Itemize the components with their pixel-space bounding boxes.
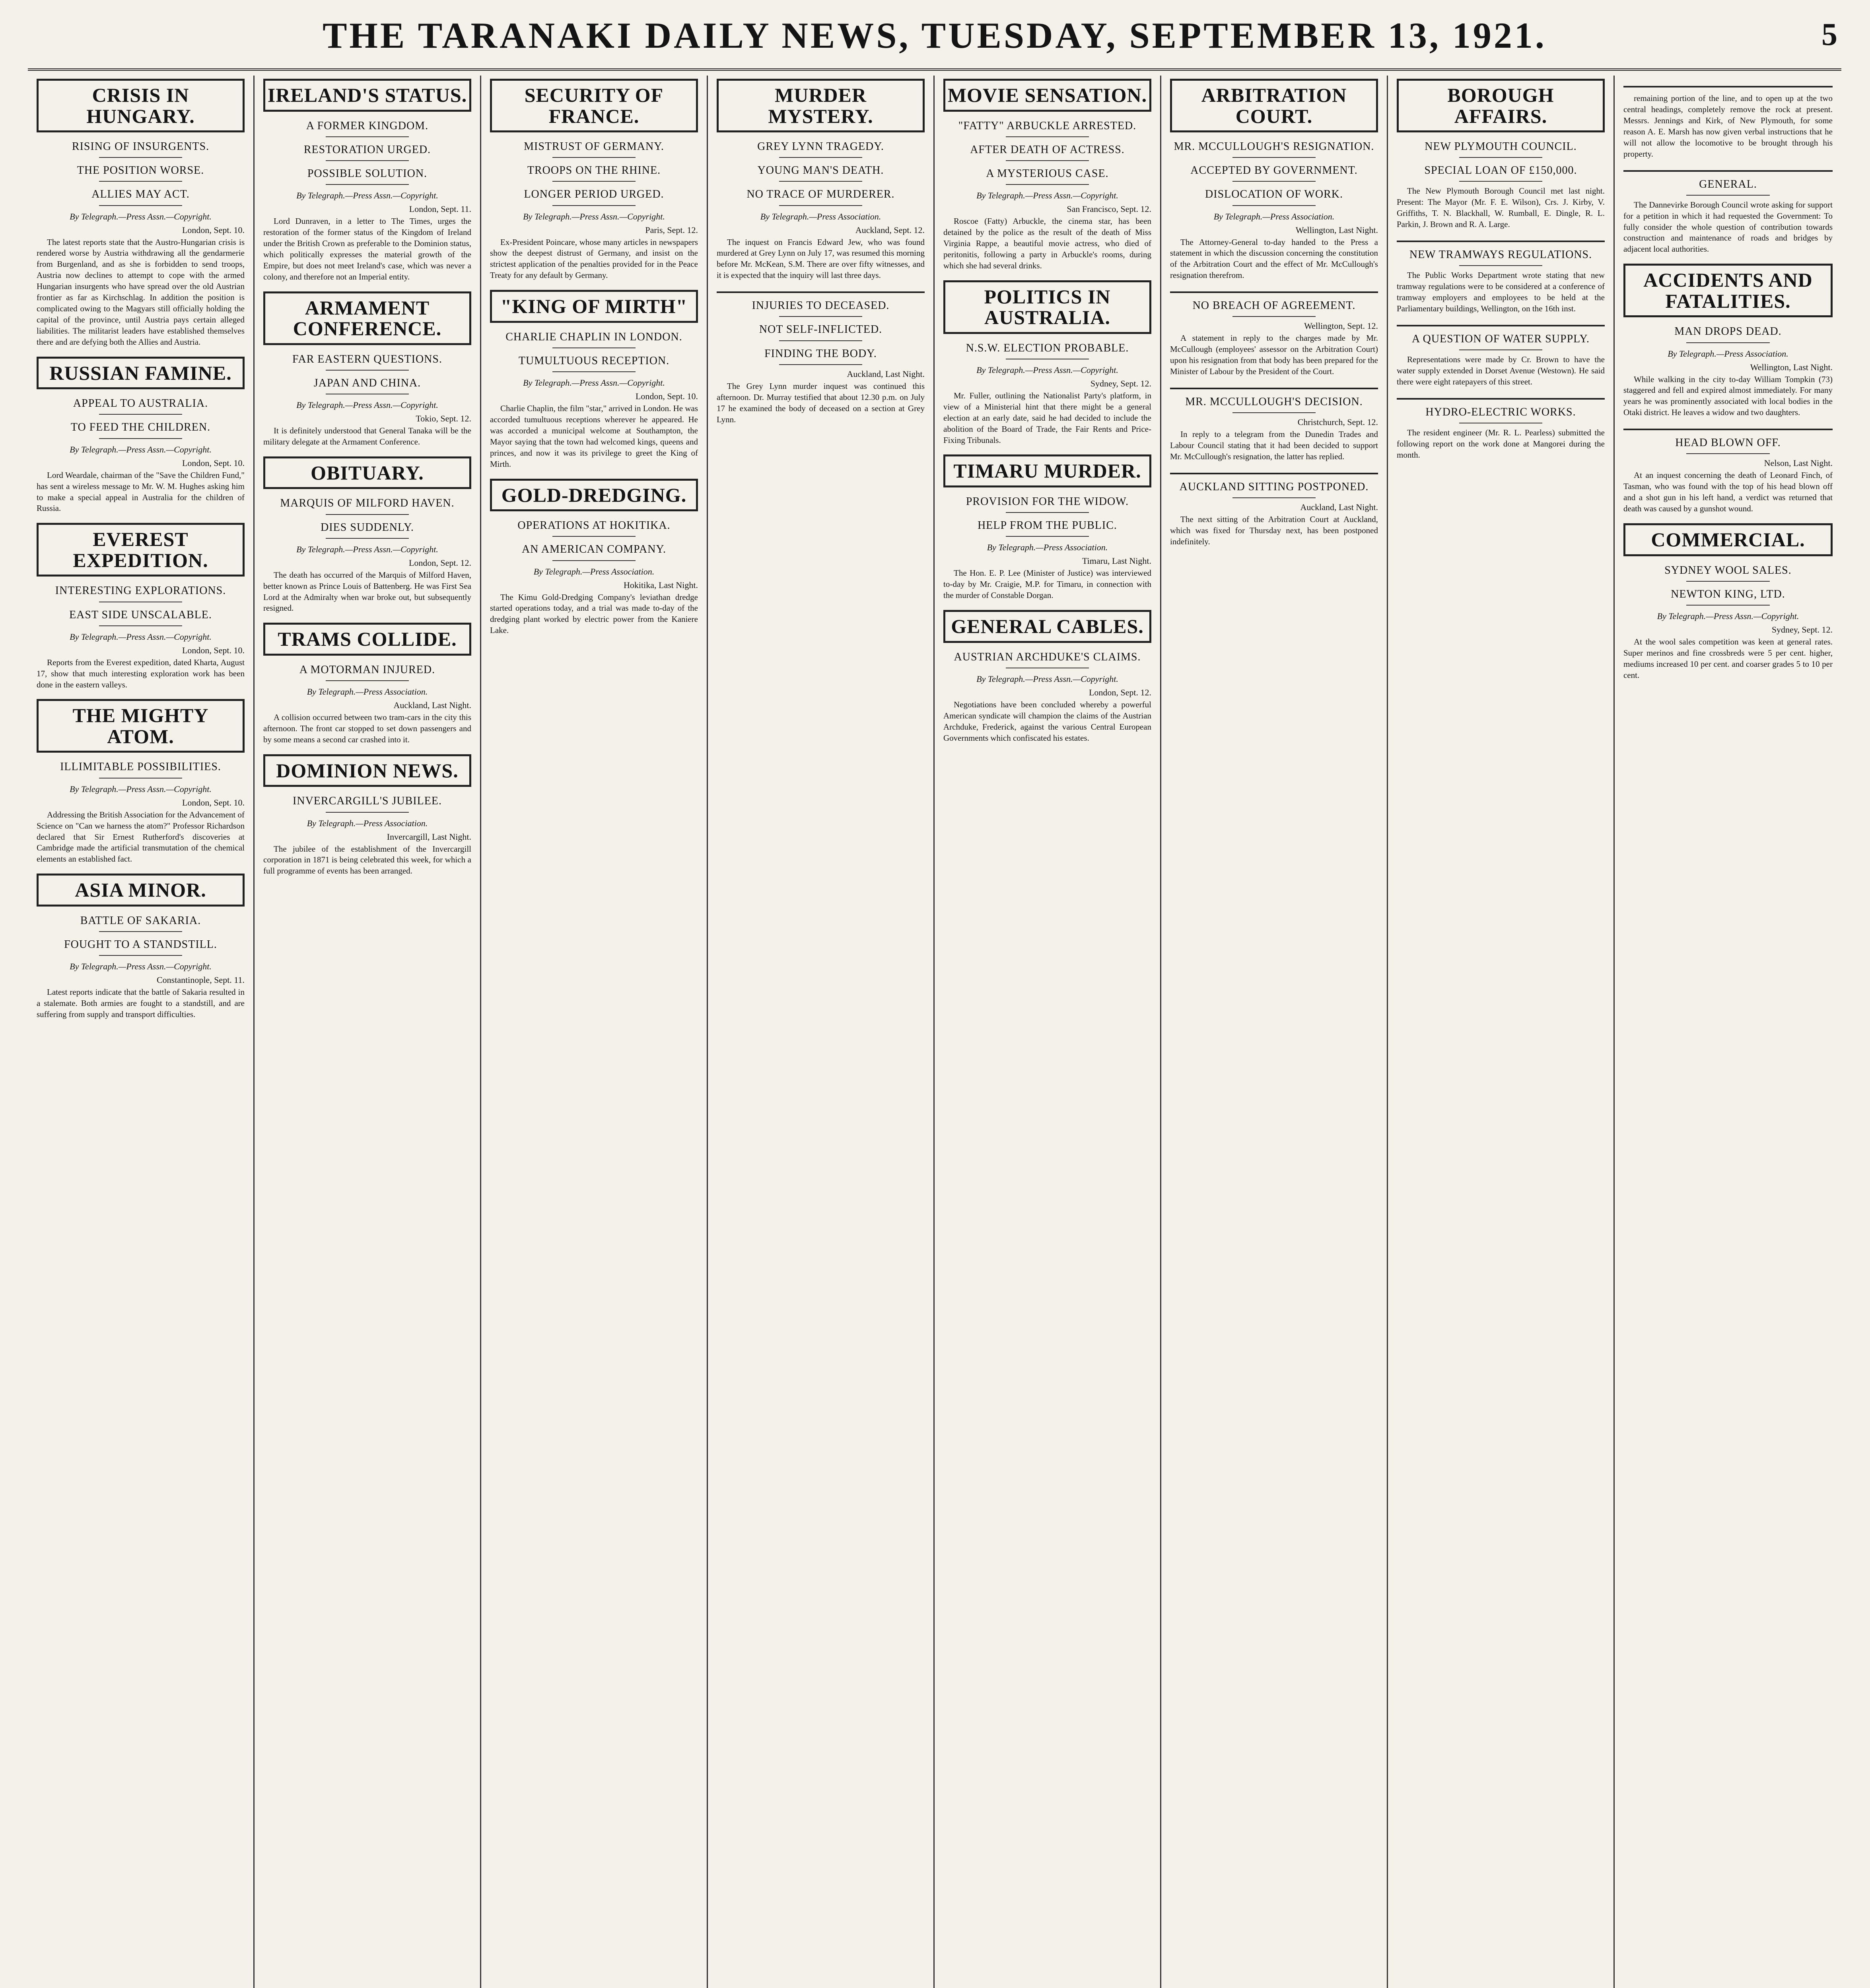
article-subheading: N.S.W. ELECTION PROBABLE. bbox=[966, 342, 1129, 354]
subheading-rule bbox=[1459, 157, 1542, 158]
column-1 bbox=[28, 76, 255, 1988]
article-subheading: TUMULTUOUS RECEPTION. bbox=[518, 354, 670, 367]
article bbox=[1397, 325, 1605, 388]
subheading-rule bbox=[99, 414, 182, 415]
article-headline: EVEREST EXPEDITION. bbox=[37, 523, 245, 577]
masthead bbox=[28, 9, 1841, 71]
article-dateline: Sydney, Sept. 12. bbox=[1090, 378, 1151, 388]
subheading-rule bbox=[1232, 412, 1316, 413]
article-body: The Grey Lynn murder inquest was continued this afternoon. Dr. Murray testified that about 12.30 p.m. on July 17 he examined the body of deceased on a section at Grey Lynn. bbox=[717, 381, 925, 424]
article-dateline: Paris, Sept. 12. bbox=[645, 225, 698, 235]
article bbox=[943, 610, 1151, 744]
article-subheading: HEAD BLOWN OFF. bbox=[1675, 437, 1781, 449]
subheading-rule bbox=[779, 181, 862, 182]
article bbox=[717, 291, 925, 425]
column-8 bbox=[1615, 76, 1841, 1988]
article bbox=[1623, 86, 1833, 160]
article bbox=[717, 79, 925, 281]
article-byline: By Telegraph.—Press Assn.—Copyright. bbox=[70, 784, 212, 794]
section-divider bbox=[1397, 398, 1605, 400]
article bbox=[1397, 241, 1605, 315]
subheading-rule bbox=[326, 812, 409, 813]
article-subheading: A MOTORMAN INJURED. bbox=[299, 663, 435, 676]
article-byline: By Telegraph.—Press Assn.—Copyright. bbox=[70, 631, 212, 642]
article-dateline: Auckland, Last Night. bbox=[1300, 502, 1378, 513]
article bbox=[490, 79, 698, 281]
article bbox=[37, 523, 245, 690]
article bbox=[1170, 291, 1378, 377]
article-byline: By Telegraph.—Press Association. bbox=[760, 211, 881, 221]
article-headline: TRAMS COLLIDE. bbox=[263, 623, 471, 656]
article-body: The Public Works Department wrote stating that new tramway regulations were to be considered at a conference of tramway employers and employees to be held at the Parliamentary buildings, Wellington, on the 16th inst. bbox=[1397, 270, 1605, 314]
newspaper-title: THE TARANAKI DAILY NEWS, TUESDAY, SEPTEMBER 13, 1921. bbox=[323, 15, 1547, 56]
section-divider bbox=[1623, 170, 1833, 172]
article-subheading: AN AMERICAN COMPANY. bbox=[521, 543, 667, 556]
page-number: 5 bbox=[1821, 17, 1837, 52]
article-subheading: FAR EASTERN QUESTIONS. bbox=[292, 353, 442, 365]
article-dateline: London, Sept. 10. bbox=[182, 797, 245, 808]
article-subheading: NO TRACE OF MURDERER. bbox=[746, 188, 895, 201]
subheading-rule bbox=[99, 625, 182, 626]
article bbox=[37, 357, 245, 514]
subheading-rule bbox=[779, 157, 862, 158]
subheading-rule bbox=[99, 205, 182, 206]
section-divider bbox=[1623, 86, 1833, 87]
article-subheading: GENERAL. bbox=[1699, 178, 1757, 190]
article-subheading: MR. MCCULLOUGH'S DECISION. bbox=[1185, 396, 1363, 408]
subheading-rule bbox=[99, 955, 182, 956]
subheading-rule bbox=[326, 538, 409, 539]
article-dateline: London, Sept. 10. bbox=[635, 391, 698, 402]
article-subheading: NEW PLYMOUTH COUNCIL. bbox=[1425, 140, 1577, 153]
subheading-rule bbox=[326, 680, 409, 681]
article-body: The New Plymouth Borough Council met last night. Present: The Mayor (Mr. F. E. Wilson), Crs. J. Kirby, V. Griffiths, T. N. Blackhall, W. Rumball, E. Dingle, R. L. Parkin, J. Brown and R. A. Large. bbox=[1397, 186, 1605, 229]
column-4 bbox=[708, 76, 935, 1988]
column-3 bbox=[481, 76, 708, 1988]
article-dateline: London, Sept. 12. bbox=[1089, 687, 1151, 697]
article bbox=[37, 79, 245, 348]
article-headline: POLITICS IN AUSTRALIA. bbox=[943, 280, 1151, 334]
article-subheading: OPERATIONS AT HOKITIKA. bbox=[517, 519, 671, 532]
news-columns bbox=[28, 76, 1841, 1988]
subheading-rule bbox=[552, 560, 636, 561]
article-dateline: Constantinople, Sept. 11. bbox=[156, 975, 245, 985]
subheading-rule bbox=[1006, 136, 1089, 137]
article-body: Mr. Fuller, outlining the Nationalist Party's platform, in view of a Ministerial hint that there might be a general election at an early date, said he had decided to include the abolition of the Board of Trade, the Fair Rents and Price-Fixing Tribunals. bbox=[943, 390, 1151, 445]
article-body: Ex-President Poincare, whose many articles in newspapers show the deepest distrust of Germany, and insist on the strictest application of the penalties provided for in the Peace Treaty for any default by Germany. bbox=[490, 237, 698, 280]
article-dateline: Invercargill, Last Night. bbox=[387, 831, 471, 842]
article-byline: By Telegraph.—Press Assn.—Copyright. bbox=[523, 378, 665, 388]
article-subheading: LONGER PERIOD URGED. bbox=[524, 188, 664, 201]
article-headline: IRELAND'S STATUS. bbox=[263, 79, 471, 112]
subheading-rule bbox=[552, 157, 636, 158]
article-dateline: Timaru, Last Night. bbox=[1082, 556, 1151, 566]
article-body: The resident engineer (Mr. R. L. Pearless) submitted the following report on the work done at Mangorei during the month. bbox=[1397, 428, 1605, 460]
article-byline: By Telegraph.—Press Association. bbox=[307, 818, 428, 828]
article-body: A collision occurred between two tram-cars in the city this afternoon. The front car stopped to set down passengers and by some means a second car crashed into it. bbox=[263, 712, 471, 744]
article-body: The Hon. E. P. Lee (Minister of Justice) was interviewed to-day by Mr. Craigie, M.P. for Timaru, in connection with the murder of Constable Dorgan. bbox=[943, 568, 1151, 600]
article-subheading: ALLIES MAY ACT. bbox=[91, 188, 190, 201]
article-subheading: INJURIES TO DECEASED. bbox=[752, 299, 890, 312]
article-subheading: POSSIBLE SOLUTION. bbox=[307, 167, 428, 180]
article-subheading: FOUGHT TO A STANDSTILL. bbox=[64, 938, 217, 951]
subheading-rule bbox=[326, 184, 409, 185]
article-headline: OBITUARY. bbox=[263, 456, 471, 489]
article-headline: DOMINION NEWS. bbox=[263, 754, 471, 787]
article-byline: By Telegraph.—Press Association. bbox=[987, 542, 1108, 553]
article bbox=[1397, 79, 1605, 230]
article-subheading: TROOPS ON THE RHINE. bbox=[527, 164, 661, 177]
article-headline: RUSSIAN FAMINE. bbox=[37, 357, 245, 390]
article-dateline: Auckland, Last Night. bbox=[847, 369, 925, 379]
article bbox=[1170, 79, 1378, 281]
article bbox=[1623, 523, 1833, 681]
article-dateline: London, Sept. 11. bbox=[409, 204, 471, 214]
column-7 bbox=[1388, 76, 1615, 1988]
article-body: Reports from the Everest expedition, dated Kharta, August 17, show that much interesting exploration work has been done in the eastern valleys. bbox=[37, 657, 245, 689]
article-dateline: London, Sept. 10. bbox=[182, 458, 245, 468]
article-headline: ARMAMENT CONFERENCE. bbox=[263, 291, 471, 345]
article-byline: By Telegraph.—Press Assn.—Copyright. bbox=[296, 190, 438, 201]
subheading-rule bbox=[1686, 605, 1770, 606]
article-subheading: SPECIAL LOAN OF £150,000. bbox=[1424, 164, 1577, 177]
article-subheading: "FATTY" ARBUCKLE ARRESTED. bbox=[958, 119, 1137, 132]
article-dateline: London, Sept. 12. bbox=[408, 557, 471, 568]
article-subheading: A QUESTION OF WATER SUPPLY. bbox=[1411, 332, 1590, 345]
subheading-rule bbox=[779, 316, 862, 317]
article bbox=[1623, 264, 1833, 418]
subheading-rule bbox=[1006, 512, 1089, 513]
article-headline: "KING OF MIRTH" bbox=[490, 290, 698, 323]
subheading-rule bbox=[1232, 497, 1316, 498]
article-subheading: AUSTRIAN ARCHDUKE'S CLAIMS. bbox=[954, 650, 1141, 663]
subheading-rule bbox=[779, 364, 862, 365]
article-headline: GENERAL CABLES. bbox=[943, 610, 1151, 643]
subheading-rule bbox=[99, 931, 182, 932]
article-dateline: San Francisco, Sept. 12. bbox=[1067, 204, 1151, 214]
article-body: The death has occurred of the Marquis of Milford Haven, better known as Prince Louis of Battenberg. He was First Sea Lord at the Admiralty when war broke out, but subsequently resigned. bbox=[263, 570, 471, 613]
article bbox=[263, 456, 471, 614]
article-subheading: MR. MCCULLOUGH'S RESIGNATION. bbox=[1174, 140, 1374, 153]
subheading-rule bbox=[1686, 195, 1770, 196]
subheading-rule bbox=[552, 536, 636, 537]
article-subheading: THE POSITION WORSE. bbox=[77, 164, 204, 177]
article-subheading: NOT SELF-INFLICTED. bbox=[759, 323, 883, 336]
article-byline: By Telegraph.—Press Assn.—Copyright. bbox=[976, 674, 1118, 684]
subheading-rule bbox=[1232, 181, 1316, 182]
subheading-rule bbox=[552, 371, 636, 372]
article bbox=[1397, 398, 1605, 461]
section-divider bbox=[1170, 291, 1378, 293]
article-headline: MOVIE SENSATION. bbox=[943, 79, 1151, 112]
article-body: In reply to a telegram from the Dunedin Trades and Labour Council stating that it had been decided to support Mr. McCullough's resignation, the latter has replied. bbox=[1170, 429, 1378, 462]
article-dateline: London, Sept. 10. bbox=[182, 225, 245, 235]
article bbox=[490, 290, 698, 470]
article-body: The latest reports state that the Austro-Hungarian crisis is rendered worse by Austria withdrawing all the gendarmerie from Burgenland, and as she is forbidden to send troops, Austria now declines to attempt to cope with the armed Hungarian insurgents who have spread over the old Austrian frontier as far as Kirchschlag. In addition the position is complicated owing to the Magyars still officially holding the capital of the province, until Austria pays certain alleged liabilities. The militarist leaders have established themselves there and are defying both the Allies and Austria. bbox=[37, 237, 245, 347]
subheading-rule bbox=[1232, 316, 1316, 317]
article-body: While walking in the city to-day William Tompkin (73) staggered and fell and expired almost immediately. For many years he was prominently associated with local bodies in the Otaki district. He leaves a widow and two daughters. bbox=[1623, 374, 1833, 417]
article-subheading: YOUNG MAN'S DEATH. bbox=[757, 164, 884, 177]
article-dateline: Sydney, Sept. 12. bbox=[1771, 624, 1833, 635]
article-body: Lord Dunraven, in a letter to The Times, urges the restoration of the former status of the Kingdom of Ireland under the British Crown as preferable to the Dominion status, which politically expresses the material growth of the Empire, but does not meet Ireland's case, which was never a colony, and therefore not an Imperial entity. bbox=[263, 216, 471, 282]
subheading-rule bbox=[1006, 160, 1089, 161]
section-divider bbox=[717, 291, 925, 293]
column-5 bbox=[935, 76, 1161, 1988]
article-dateline: Auckland, Last Night. bbox=[393, 700, 471, 711]
article-subheading: TO FEED THE CHILDREN. bbox=[70, 421, 211, 434]
subheading-rule bbox=[779, 205, 862, 206]
article-byline: By Telegraph.—Press Assn.—Copyright. bbox=[296, 544, 438, 554]
article-subheading: AUCKLAND SITTING POSTPONED. bbox=[1179, 481, 1369, 493]
article-subheading: A FORMER KINGDOM. bbox=[306, 119, 429, 132]
article bbox=[263, 754, 471, 877]
article-byline: By Telegraph.—Press Assn.—Copyright. bbox=[523, 211, 665, 221]
article bbox=[263, 623, 471, 745]
article-byline: By Telegraph.—Press Association. bbox=[307, 687, 428, 697]
article-body: Latest reports indicate that the battle of Sakaria resulted in a stalemate. Both armies are fought to a standstill, and are suffering from supply and transport difficulties. bbox=[37, 987, 245, 1019]
article-subheading: MISTRUST OF GERMANY. bbox=[524, 140, 664, 153]
article-headline: THE MIGHTY ATOM. bbox=[37, 699, 245, 753]
article-subheading: ACCEPTED BY GOVERNMENT. bbox=[1190, 164, 1358, 177]
article-subheading: AFTER DEATH OF ACTRESS. bbox=[970, 143, 1125, 156]
article-subheading: MAN DROPS DEAD. bbox=[1674, 325, 1782, 338]
article-dateline: Wellington, Last Night. bbox=[1750, 362, 1833, 372]
article-body: Negotiations have been concluded whereby a powerful American syndicate will champion the claims of the Austrian Archduke, Frederick, against the various Central European Governments which confiscated his estates. bbox=[943, 699, 1151, 743]
article-body: The jubilee of the establishment of the Invercargill corporation in 1871 is being celebrated this week, for which a full programme of events has been arranged. bbox=[263, 844, 471, 876]
subheading-rule bbox=[99, 778, 182, 779]
article-body: It is definitely understood that General Tanaka will be the military delegate at the Armament Conference. bbox=[263, 425, 471, 447]
subheading-rule bbox=[326, 160, 409, 161]
article bbox=[943, 280, 1151, 446]
subheading-rule bbox=[99, 157, 182, 158]
article-subheading: HELP FROM THE PUBLIC. bbox=[978, 519, 1117, 532]
article-subheading: ILLIMITABLE POSSIBILITIES. bbox=[60, 761, 221, 773]
subheading-rule bbox=[1686, 581, 1770, 582]
section-divider bbox=[1397, 241, 1605, 242]
article bbox=[1623, 429, 1833, 514]
subheading-rule bbox=[1459, 181, 1542, 182]
article-subheading: FINDING THE BODY. bbox=[764, 347, 877, 360]
subheading-rule bbox=[552, 181, 636, 182]
article bbox=[263, 291, 471, 448]
article-subheading: A MYSTERIOUS CASE. bbox=[986, 167, 1109, 180]
section-divider bbox=[1623, 429, 1833, 430]
article-subheading: INTERESTING EXPLORATIONS. bbox=[55, 584, 226, 597]
article-subheading: NEWTON KING, LTD. bbox=[1671, 588, 1785, 600]
article-dateline: London, Sept. 10. bbox=[182, 645, 245, 655]
article-byline: By Telegraph.—Press Assn.—Copyright. bbox=[70, 211, 212, 221]
article-headline: COMMERCIAL. bbox=[1623, 523, 1833, 556]
article-body: At the wool sales competition was keen at general rates. Super merinos and fine crossbreds were 5 per cent. higher, mediums increased 10 per cent. and coarser grades 5 to 10 per cent. bbox=[1623, 637, 1833, 680]
article-subheading: DISLOCATION OF WORK. bbox=[1205, 188, 1343, 201]
article-dateline: Christchurch, Sept. 12. bbox=[1297, 417, 1378, 427]
article bbox=[943, 454, 1151, 601]
article bbox=[1170, 473, 1378, 547]
article-subheading: GREY LYNN TRAGEDY. bbox=[757, 140, 884, 153]
article-headline: TIMARU MURDER. bbox=[943, 454, 1151, 487]
subheading-rule bbox=[99, 181, 182, 182]
article-byline: By Telegraph.—Press Association. bbox=[1668, 348, 1788, 359]
article-subheading: DIES SUDDENLY. bbox=[321, 521, 414, 534]
article bbox=[37, 699, 245, 865]
article-dateline: Wellington, Sept. 12. bbox=[1304, 321, 1378, 331]
article-byline: By Telegraph.—Press Association. bbox=[533, 566, 655, 577]
article bbox=[490, 479, 698, 637]
article-subheading: INVERCARGILL'S JUBILEE. bbox=[293, 795, 442, 808]
column-2 bbox=[255, 76, 481, 1988]
article-byline: By Telegraph.—Press Assn.—Copyright. bbox=[296, 400, 438, 410]
article-body: Roscoe (Fatty) Arbuckle, the cinema star, has been detained by the police as the result of the death of Miss Virginia Rappe, a beautiful movie actress, who died of peritonitis, following a party in Arbuckle's rooms, during which she had several drinks. bbox=[943, 216, 1151, 270]
article-headline: CRISIS IN HUNGARY. bbox=[37, 79, 245, 132]
article-dateline: Nelson, Last Night. bbox=[1764, 458, 1833, 468]
article-body: At an inquest concerning the death of Leonard Finch, of Tasman, who was found with the top of his head blown off and a shot gun in his left hand, a verdict was returned that death was caused by a gunshot wound. bbox=[1623, 470, 1833, 514]
subheading-rule bbox=[1459, 349, 1542, 350]
subheading-rule bbox=[1232, 205, 1316, 206]
article-byline: By Telegraph.—Press Assn.—Copyright. bbox=[70, 961, 212, 972]
article-subheading: EAST SIDE UNSCALABLE. bbox=[69, 608, 212, 621]
article-headline: MURDER MYSTERY. bbox=[717, 79, 925, 132]
article bbox=[263, 79, 471, 283]
article-headline: GOLD-DREDGING. bbox=[490, 479, 698, 512]
article-dateline: Wellington, Last Night. bbox=[1295, 225, 1378, 235]
subheading-rule bbox=[1006, 184, 1089, 185]
article-body: The inquest on Francis Edward Jew, who was found murdered at Grey Lynn on July 17, was resumed this morning before Mr. McKean, S.M. There are over fifty witnesses, and it is expected that the inquiry will last three days. bbox=[717, 237, 925, 280]
article-byline: By Telegraph.—Press Association. bbox=[1213, 211, 1335, 221]
article-body: Lord Weardale, chairman of the "Save the Children Fund," has sent a wireless message to Mr. W. M. Hughes asking him to make a special appeal in Australia for the children of Russia. bbox=[37, 470, 245, 513]
article-dateline: Tokio, Sept. 12. bbox=[416, 413, 471, 423]
article-body: The Attorney-General to-day handed to the Press a statement in which the discussion concerning the constitution of the Arbitration Court and the effect of Mr. McCullough's resignation therefrom. bbox=[1170, 237, 1378, 280]
article bbox=[943, 79, 1151, 272]
article-headline: BOROUGH AFFAIRS. bbox=[1397, 79, 1605, 132]
article-subheading: CHARLIE CHAPLIN IN LONDON. bbox=[505, 330, 682, 343]
article-headline: ACCIDENTS AND FATALITIES. bbox=[1623, 264, 1833, 317]
subheading-rule bbox=[1686, 453, 1770, 454]
article-subheading: SYDNEY WOOL SALES. bbox=[1664, 564, 1792, 577]
subheading-rule bbox=[1006, 536, 1089, 537]
article bbox=[1170, 388, 1378, 462]
article-headline: SECURITY OF FRANCE. bbox=[490, 79, 698, 132]
article-subheading: HYDRO-ELECTRIC WORKS. bbox=[1425, 406, 1576, 418]
article-body: The next sitting of the Arbitration Court at Auckland, which was fixed for Thursday next, has been postponed indefinitely. bbox=[1170, 514, 1378, 547]
article-body: remaining portion of the line, and to open up at the two central headings, completely remove the rock at present. Messrs. Jennings and Kirk, of New Plymouth, for some reason A. E. Marsh has now given verbal instructions that he will not allow the locomotive to be brought through his property. bbox=[1623, 93, 1833, 159]
subheading-rule bbox=[552, 205, 636, 206]
article-body: Charlie Chaplin, the film "star," arrived in London. He was accorded tumultuous receptions wherever he appeared. He was accorded a municipal welcome at Southampton, the Mayor saying that the town had welcomed kings, queens and princes, and now it was its privilege to greet the King of Mirth. bbox=[490, 404, 698, 469]
article-byline: By Telegraph.—Press Assn.—Copyright. bbox=[976, 190, 1118, 201]
article-subheading: MARQUIS OF MILFORD HAVEN. bbox=[280, 497, 455, 510]
subheading-rule bbox=[1686, 342, 1770, 343]
article-subheading: APPEAL TO AUSTRALIA. bbox=[73, 397, 208, 410]
article-body: Addressing the British Association for the Advancement of Science on "Can we harness the atom?" Professor Richardson declared that Sir Ernest Rutherford's discoveries at Cambridge made the artificial transmutation of the chemical elements an established fact. bbox=[37, 810, 245, 864]
article bbox=[37, 874, 245, 1020]
article-headline: ARBITRATION COURT. bbox=[1170, 79, 1378, 132]
article-subheading: JAPAN AND CHINA. bbox=[313, 377, 421, 389]
article-subheading: NEW TRAMWAYS REGULATIONS. bbox=[1409, 248, 1592, 261]
section-divider bbox=[1170, 388, 1378, 389]
article-body: The Dannevirke Borough Council wrote asking for support for a petition in which it had requested the Government: To fully consider the whole question of contribution towards construction and maintenance of roads and bridges by adjacent local authorities. bbox=[1623, 200, 1833, 254]
subheading-rule bbox=[326, 514, 409, 515]
article-subheading: RESTORATION URGED. bbox=[303, 143, 431, 156]
subheading-rule bbox=[326, 370, 409, 371]
article-subheading: NO BREACH OF AGREEMENT. bbox=[1192, 299, 1356, 312]
article-headline: ASIA MINOR. bbox=[37, 874, 245, 907]
article-subheading: PROVISION FOR THE WIDOW. bbox=[966, 495, 1129, 508]
article-dateline: Hokitika, Last Night. bbox=[624, 580, 698, 590]
subheading-rule bbox=[99, 438, 182, 439]
section-divider bbox=[1397, 325, 1605, 326]
column-6 bbox=[1161, 76, 1388, 1988]
article-subheading: BATTLE OF SAKARIA. bbox=[80, 914, 201, 927]
subheading-rule bbox=[779, 340, 862, 341]
article bbox=[1623, 170, 1833, 255]
article-body: The Kimu Gold-Dredging Company's leviathan dredge started operations today, and a trial was made to-day of the dredging plant worked by electric power from the Kaniere Lake. bbox=[490, 592, 698, 635]
article-subheading: RISING OF INSURGENTS. bbox=[72, 140, 210, 153]
article-body: A statement in reply to the charges made by Mr. McCullough (employees' assessor on the Arbitration Court) upon his resignation from that body has been prepared for the Minister of Labour by the President of the Court. bbox=[1170, 333, 1378, 377]
section-divider bbox=[1170, 473, 1378, 474]
article-byline: By Telegraph.—Press Assn.—Copyright. bbox=[1657, 611, 1799, 621]
article-byline: By Telegraph.—Press Assn.—Copyright. bbox=[70, 444, 212, 454]
subheading-rule bbox=[1459, 265, 1542, 266]
article-byline: By Telegraph.—Press Assn.—Copyright. bbox=[976, 365, 1118, 375]
subheading-rule bbox=[1232, 157, 1316, 158]
article-body: Representations were made by Cr. Brown to have the water supply extended in Dorset Avenue (Westown). He said there were eight ratepayers of this street. bbox=[1397, 355, 1605, 386]
article-dateline: Auckland, Sept. 12. bbox=[855, 225, 925, 235]
subheading-rule bbox=[326, 136, 409, 137]
